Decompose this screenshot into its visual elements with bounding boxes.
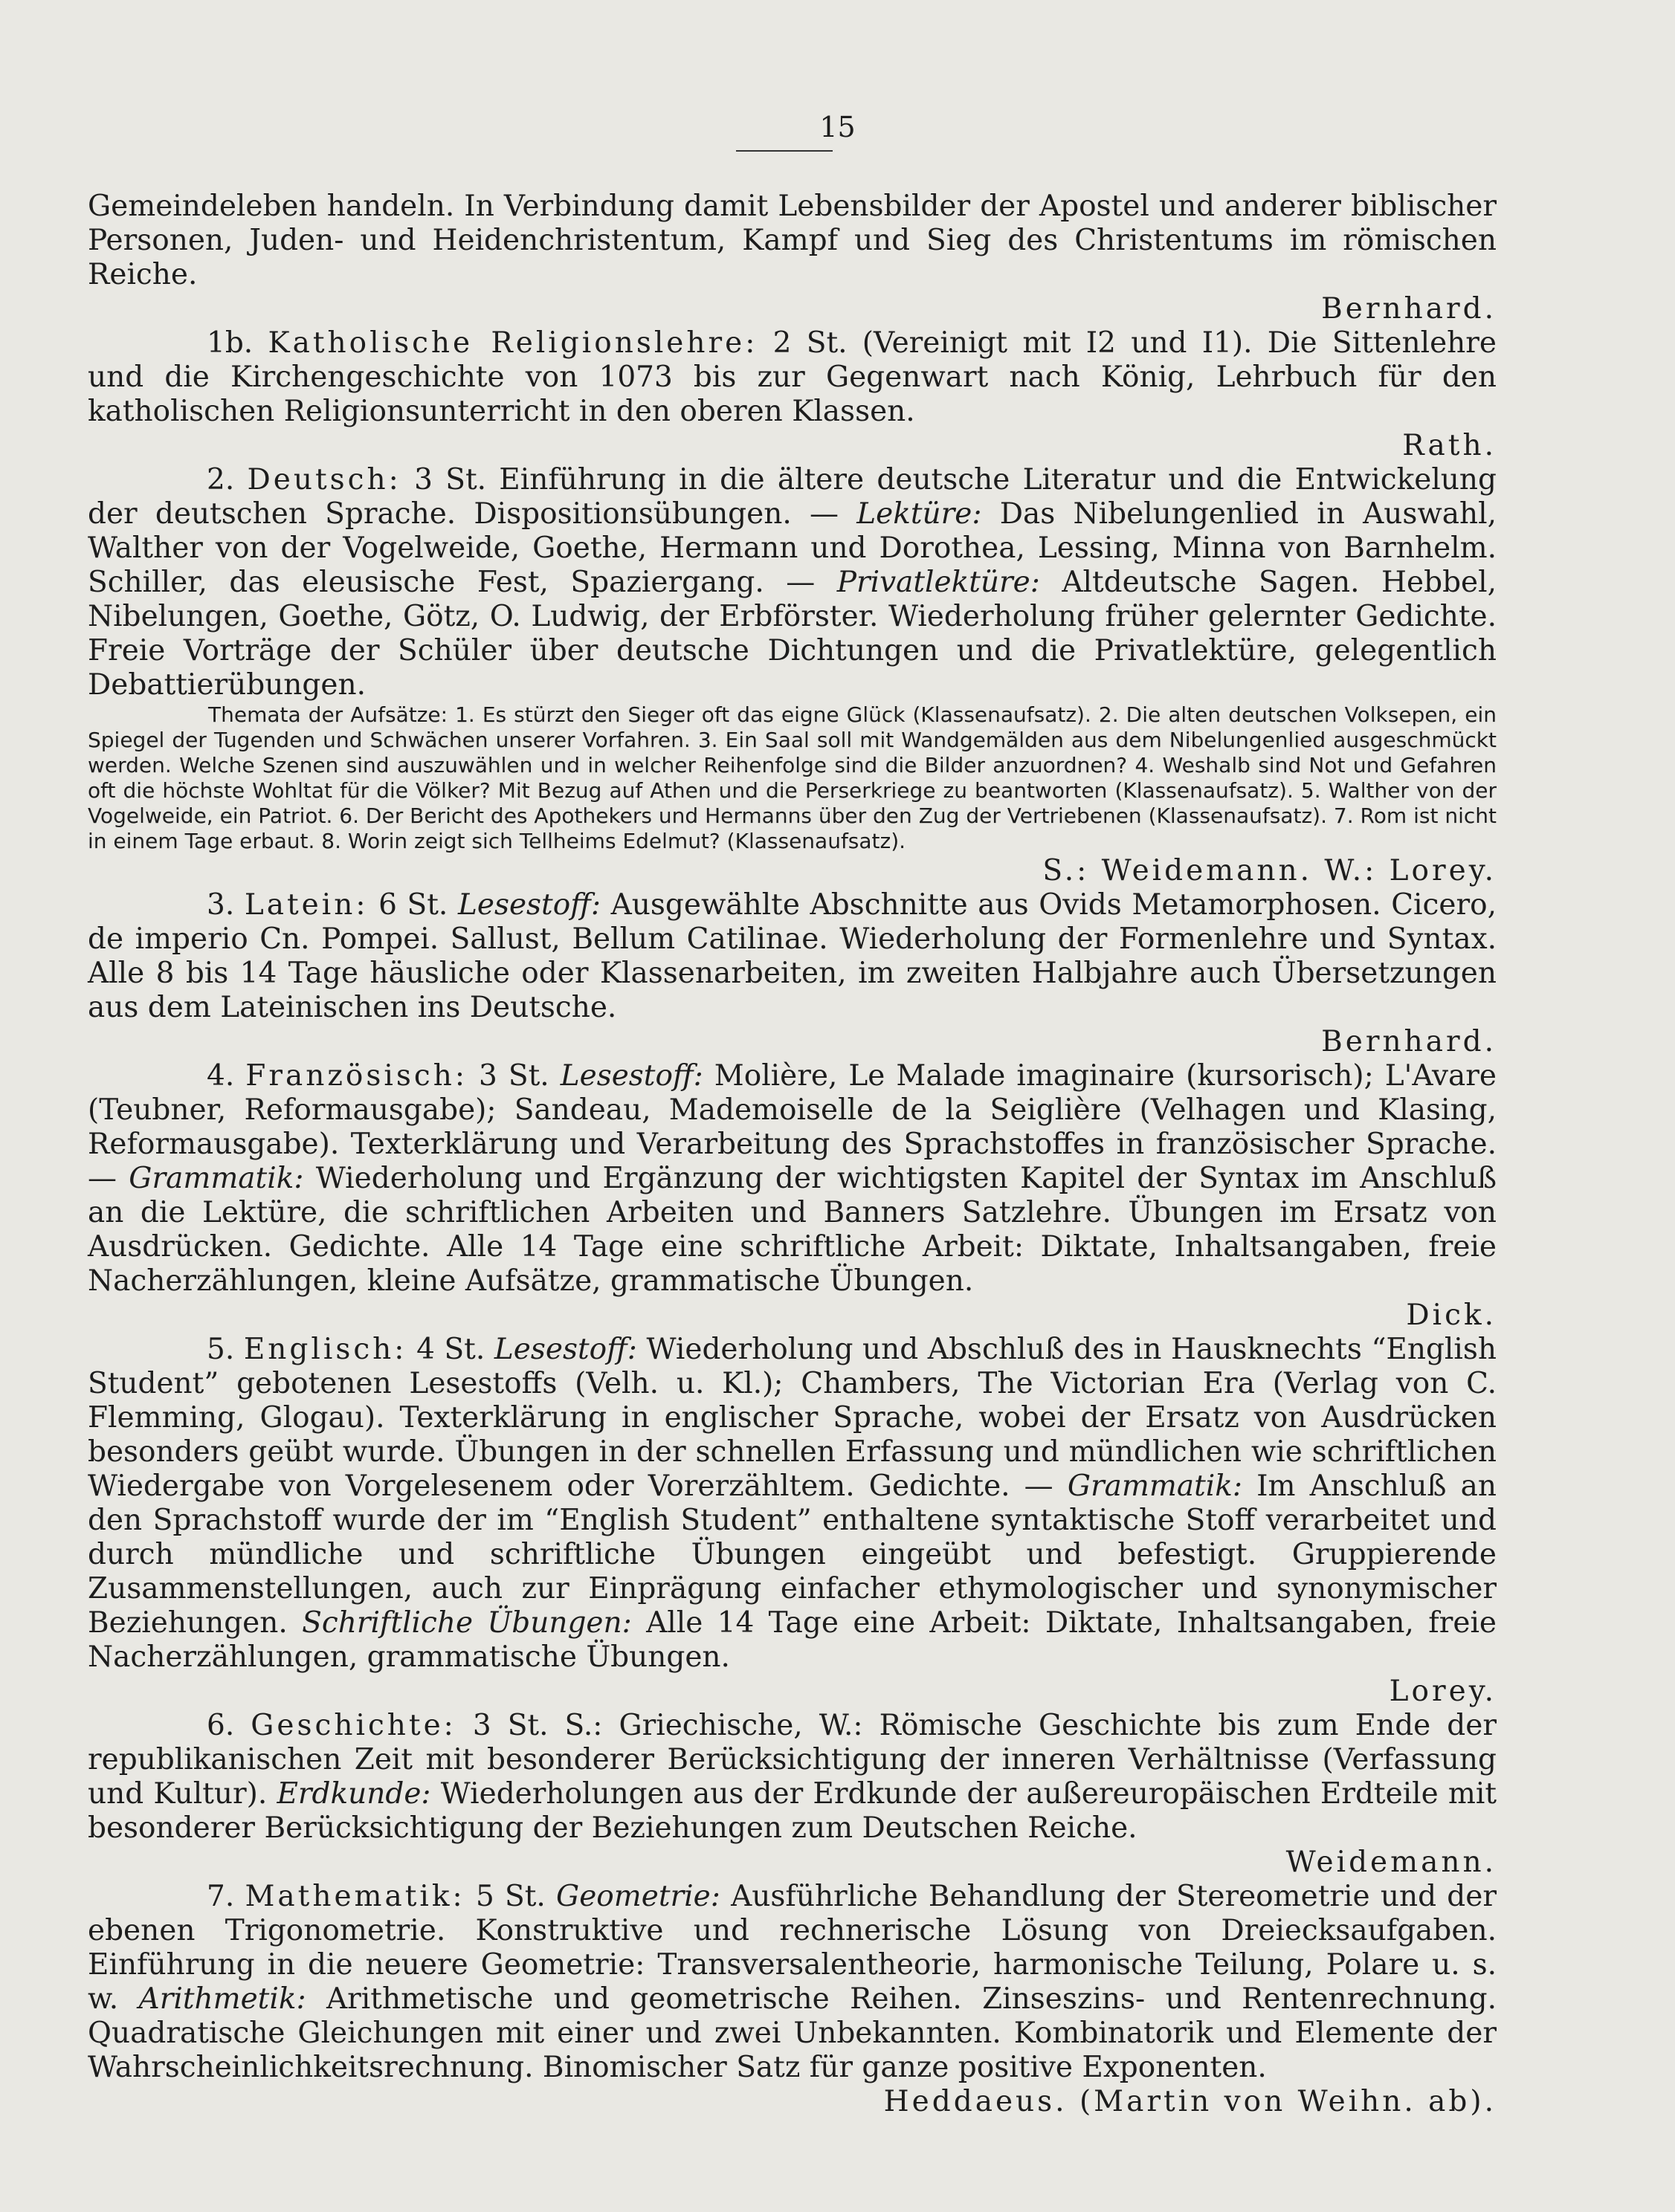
franzoesisch-hours: 3 St. — [479, 1059, 549, 1093]
geschichte-body-a: 3 St. S.: Griechische, W.: Römische Geschichte bis zum Ende der republikanischen Zeit mit besonderer Berücksichtigung der inneren Verhältnisse (Verfassung und Kultur). — [88, 1709, 1497, 1811]
mathematik-hours: 5 St. — [475, 1880, 546, 1913]
franzoesisch-body-a: Molière, Le Malade imaginaire (kursorisch); L'Avare (Teubner, Reformausgabe); Sandeau, Mademoiselle de la Seiglière (Velhagen und Klasing, Reformausgabe). Texterklärung und Verarbeitung des Sprachstoffes in französischer Sprache. — — [88, 1059, 1497, 1195]
religion-paragraph — [88, 326, 1497, 429]
deutsch-subject: Deutsch: — [247, 463, 401, 497]
mathematik-label-geometrie: Geometrie: — [556, 1880, 720, 1913]
latein-body: Ausgewählte Abschnitte aus Ovids Metamorphosen. Cicero, de imperio Cn. Pompei. Sallust, Bellum Catilinae. Wiederholung der Formenlehre und Syntax. Alle 8 bis 14 Tage häusliche oder Klassenarbeiten, im zweiten Halbjahre auch Übersetzungen aus dem Lateinischen ins Deutsche. — [88, 888, 1497, 1024]
geschichte-label-erdkunde: Erdkunde: — [277, 1777, 431, 1811]
deutsch-themes — [88, 702, 1497, 854]
intro-signature-line — [88, 292, 1497, 326]
mathematik-number: 7. — [207, 1880, 235, 1913]
mathematik-body-b: Arithmetische und geometrische Reihen. Zinseszins- und Rentenrechnung. Quadratische Gleichungen mit einer und zwei Unbekannten. Kombinatorik und Elemente der Wahrscheinlichkeitsrechnung. Binomischer Satz für ganze positive Exponenten. — [88, 1982, 1497, 2084]
latein-number: 3. — [207, 888, 235, 922]
intro-signature: Bernhard. — [1321, 292, 1497, 326]
latein-subject: Latein: — [244, 888, 369, 922]
franzoesisch-label-lesestoff: Lesestoff: — [560, 1059, 703, 1093]
englisch-signature-line — [88, 1675, 1497, 1709]
deutsch-body-c: Altdeutsche Sagen. Hebbel, Nibelungen, Goethe, Götz, O. Ludwig, der Erbförster. Wiederholung früher gelernter Gedichte. Freie Vorträge der Schüler über deutsche Dichtungen und die Privatlektüre, gelegentlich Debattierübungen. — [88, 566, 1497, 702]
deutsch-paragraph — [88, 463, 1497, 702]
page-number: 15 — [819, 111, 856, 143]
document-body — [88, 190, 1497, 2119]
deutsch-themes-label: Themata der Aufsätze: — [208, 702, 448, 727]
franzoesisch-number: 4. — [207, 1059, 235, 1093]
franzoesisch-subject: Französisch: — [245, 1059, 468, 1093]
franzoesisch-signature-line — [88, 1299, 1497, 1333]
mathematik-label-arithmetik: Arithmetik: — [138, 1982, 306, 2016]
religion-signature-line — [88, 429, 1497, 463]
deutsch-number: 2. — [207, 463, 235, 497]
mathematik-signature-line — [88, 2085, 1497, 2119]
englisch-label-schriftliche-uebungen: Schriftliche Übungen: — [302, 1606, 632, 1640]
deutsch-signature: S.: Weidemann. W.: Lorey. — [1042, 854, 1497, 887]
englisch-signature: Lorey. — [1389, 1675, 1497, 1708]
deutsch-label-privatlektuere: Privatlektüre: — [836, 566, 1040, 599]
deutsch-label-lektuere: Lektüre: — [856, 497, 982, 531]
religion-signature: Rath. — [1402, 429, 1497, 462]
englisch-subject: Englisch: — [243, 1333, 407, 1366]
intro-paragraph — [88, 190, 1497, 292]
geschichte-signature: Weidemann. — [1285, 1846, 1497, 1879]
latein-signature: Bernhard. — [1321, 1025, 1497, 1058]
franzoesisch-label-grammatik: Grammatik: — [129, 1162, 304, 1195]
englisch-body-a: Wiederholung und Abschluß des in Hausknechts “English Student” gebotenen Lesestoffs (Velh. u. Kl.); Chambers, The Victorian Era (Verlag von C. Flemming, Glogau). Texterklärung in englischer Sprache, wobei der Ersatz von Ausdrücken besonders geübt wurde. Übungen in der schnellen Erfassung und mündlichen wie schriftlichen Wiedergabe von Vorgelesenem oder Vorerzähltem. Gedichte. — — [88, 1333, 1497, 1503]
englisch-number: 5. — [207, 1333, 235, 1366]
latein-label-lesestoff: Lesestoff: — [457, 888, 601, 922]
franzoesisch-body-b: Wiederholung und Ergänzung der wichtigsten Kapitel der Syntax im Anschluß an die Lektüre, die schriftlichen Arbeiten und Banners Satzlehre. Übungen im Ersatz von Ausdrücken. Gedichte. Alle 14 Tage eine schriftliche Arbeit: Diktate, Inhaltsangaben, freie Nacherzählungen, kleine Aufsätze, grammatische Übungen. — [88, 1162, 1497, 1298]
latein-hours: 6 St. — [378, 888, 448, 922]
page-number-rule — [736, 150, 833, 152]
latein-paragraph — [88, 888, 1497, 1025]
geschichte-body-b: Wiederholungen aus der Erdkunde der außereuropäischen Erdteile mit besonderer Berücksichtigung der Beziehungen zum Deutschen Reiche. — [88, 1777, 1497, 1845]
geschichte-subject: Geschichte: — [251, 1709, 456, 1742]
mathematik-signature: Heddaeus. (Martin von Weihn. ab). — [883, 2085, 1497, 2118]
mathematik-body-a: Ausführliche Behandlung der Stereometrie und der ebenen Trigonometrie. Konstruktive und rechnerische Lösung von Dreiecksaufgaben. Einführung in die neuere Geometrie: Transversalentheorie, harmonische Teilung, Polare u. s. w. — [88, 1880, 1497, 2016]
deutsch-themes-text: 1. Es stürzt den Sieger oft das eigne Glück (Klassenaufsatz). 2. Die alten deutschen Volksepen, ein Spiegel der Tugenden und Schwächen unserer Vorfahren. 3. Ein Saal soll mit Wandgemälden aus dem Nibelungenlied ausgeschmückt werden. Welche Szenen sind auszuwählen und in welcher Reihenfolge sind die Bilder anzuordnen? 4. Weshalb sind Not und Gefahren oft die höchste Wohltat für die Völker? Mit Bezug auf Athen und die Perserkriege zu beantworten (Klassenaufsatz). 5. Walther von der Vogelweide, ein Patriot. 6. Der Bericht des Apothekers und Hermanns über den Zug der Vertriebenen (Klassenaufsatz). 7. Rom ist nicht in einem Tage erbaut. 8. Worin zeigt sich Tellheims Edelmut? (Klassenaufsatz). — [88, 702, 1497, 853]
franzoesisch-signature: Dick. — [1406, 1299, 1497, 1332]
religion-number: 1b. — [207, 326, 254, 360]
mathematik-subject: Mathematik: — [245, 1880, 465, 1913]
latein-signature-line — [88, 1025, 1497, 1059]
intro-text: Gemeindeleben handeln. In Verbindung damit Lebensbilder der Apostel und anderer biblischer Personen, Juden- und Heidenchristentum, Kampf und Sieg des Christentums im römischen Reiche. — [88, 190, 1497, 291]
englisch-body-b: Im Anschluß an den Sprachstoff wurde der im “English Student” enthaltene syntaktische Stoff verarbeitet und durch mündliche und schriftliche Übungen eingeübt und befestigt. Gruppierende Zusammenstellungen, auch zur Einprägung einfacher ethymologischer und synonymischer Beziehungen. — [88, 1469, 1497, 1640]
englisch-label-grammatik: Grammatik: — [1067, 1469, 1242, 1503]
geschichte-number: 6. — [207, 1709, 235, 1742]
englisch-paragraph — [88, 1333, 1497, 1675]
englisch-body-c: Alle 14 Tage eine Arbeit: Diktate, Inhaltsangaben, freie Nacherzählungen, grammatische Übungen. — [88, 1606, 1497, 1674]
geschichte-signature-line — [88, 1846, 1497, 1880]
deutsch-body-b: Das Nibelungenlied in Auswahl, Walther von der Vogelweide, Goethe, Hermann und Dorothea, Lessing, Minna von Barnhelm. Schiller, das eleusische Fest, Spaziergang. — — [88, 497, 1497, 599]
religion-body: 2 St. (Vereinigt mit I2 und I1). Die Sittenlehre und die Kirchengeschichte von 1073 bis zur Gegenwart nach König, Lehrbuch für den katholischen Religionsunterricht in den oberen Klassen. — [88, 326, 1497, 428]
englisch-label-lesestoff: Lesestoff: — [494, 1333, 637, 1366]
deutsch-body-a: 3 St. Einführung in die ältere deutsche Literatur und die Entwickelung der deutschen Sprache. Dispositionsübungen. — — [88, 463, 1497, 531]
geschichte-paragraph — [88, 1709, 1497, 1846]
religion-subject: Katholische Religionslehre: — [268, 326, 758, 360]
deutsch-signature-line — [88, 854, 1497, 888]
englisch-hours: 4 St. — [416, 1333, 485, 1366]
mathematik-paragraph — [88, 1880, 1497, 2085]
franzoesisch-paragraph — [88, 1059, 1497, 1299]
